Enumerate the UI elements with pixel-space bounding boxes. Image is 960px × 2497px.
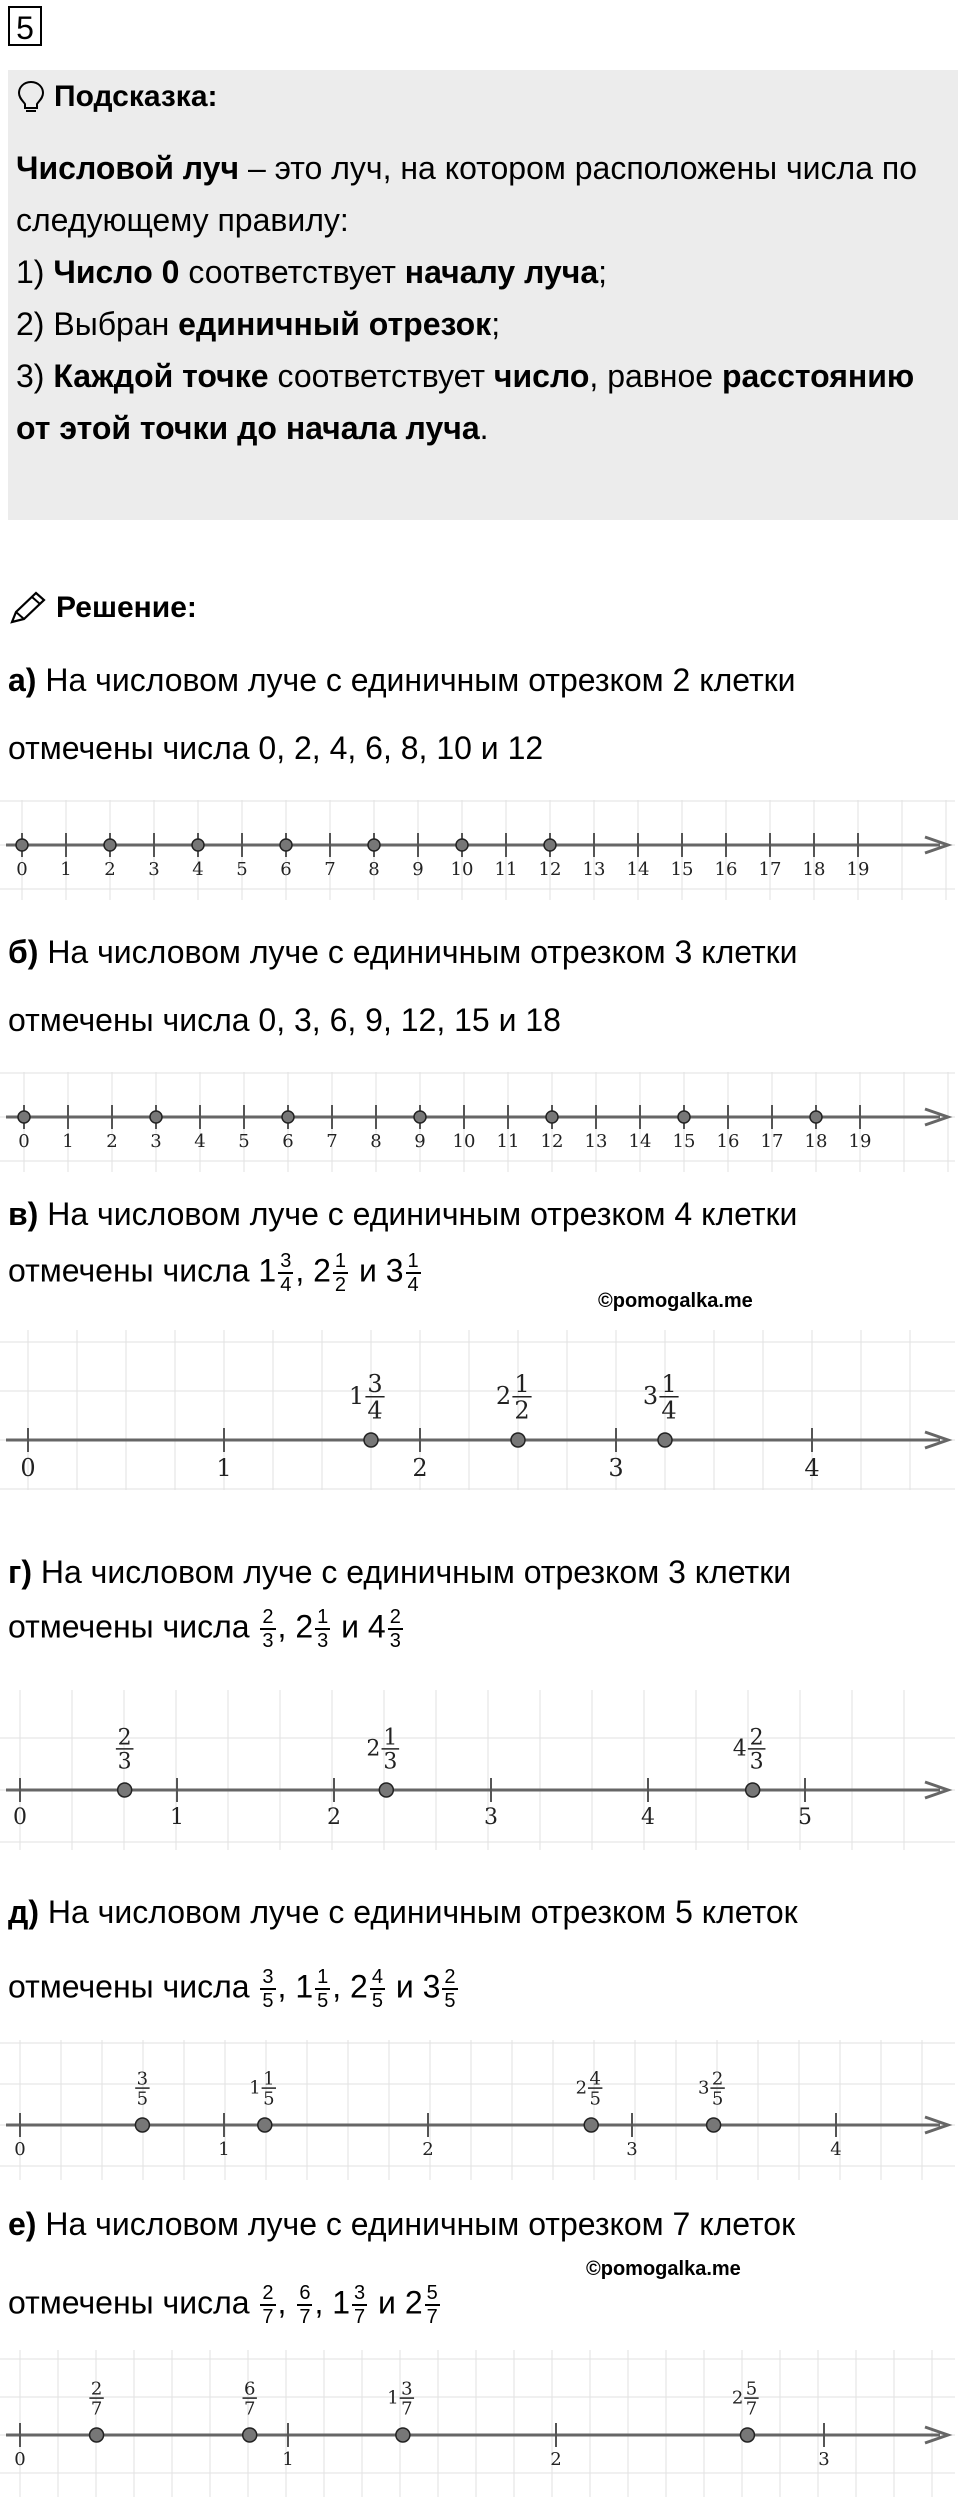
point-numerator: 1 — [263, 2068, 275, 2090]
tick-label: 2 — [412, 1454, 428, 1482]
point — [118, 1783, 132, 1797]
part-e-line-2: отмечены числа $\frac{2}{7}$ , $\frac{6}{7}$ , 1 $\frac{3}{7}$ и 2 $\frac{5}{7}$ — [8, 2282, 438, 2328]
point-label — [387, 2379, 414, 2420]
point-whole: 1 — [249, 2077, 261, 2099]
grid — [0, 800, 955, 900]
solution-title — [8, 590, 197, 626]
tick-label: 14 — [628, 1131, 652, 1152]
point-numerator: 5 — [745, 2378, 758, 2400]
point — [546, 1111, 558, 1123]
point-denominator: 4 — [661, 1396, 677, 1425]
point-numerator: 2 — [711, 2068, 724, 2090]
point — [364, 1433, 378, 1447]
tick-label: 4 — [804, 1454, 820, 1482]
point-label — [366, 1726, 399, 1775]
point-numerator: 2 — [90, 2378, 103, 2400]
grid — [0, 2350, 955, 2497]
number-ray-e — [0, 2350, 960, 2497]
tick-label: 0 — [14, 2139, 26, 2160]
tick-label: 0 — [14, 2449, 26, 2470]
point-denominator: 5 — [589, 2088, 601, 2110]
tick-label: 9 — [412, 859, 424, 880]
point — [258, 2118, 272, 2132]
point — [584, 2118, 598, 2132]
point-numerator: 6 — [243, 2378, 256, 2400]
point-numerator: 2 — [117, 1725, 132, 1751]
part-v-line-2: отмечены числа 1 $\frac{3}{4}$ , 2 $\frac{1}{2}$ и 3 $\frac{1}{4}$ — [8, 1250, 419, 1296]
point-denominator: 5 — [711, 2088, 724, 2110]
point — [280, 839, 292, 851]
hint-rule-1: 1) Число 0 соответствует началу луча; — [16, 254, 608, 290]
tick-label: 4 — [194, 1131, 206, 1152]
point-denominator: 3 — [749, 1749, 764, 1775]
number-ray-g — [0, 1690, 960, 1850]
point-numerator: 1 — [514, 1370, 530, 1398]
point — [707, 2118, 721, 2132]
point-denominator: 5 — [136, 2088, 149, 2110]
tick-label: 1 — [218, 2139, 230, 2160]
tick-label: 0 — [20, 1454, 36, 1482]
watermark: ©pomogalka.me — [598, 1290, 753, 1312]
part-a-line-1: а) На числовом луче с единичным отрезком 2 клетки — [8, 662, 796, 698]
tick-label: 17 — [758, 859, 782, 880]
part-b-line-2: отмечены числа 0, 3, 6, 9, 12, 15 и 18 — [8, 1002, 561, 1038]
task-number: 5 — [8, 6, 42, 46]
point-whole: 2 — [366, 1736, 381, 1762]
number-ray-v — [0, 1330, 960, 1490]
tick-label: 11 — [496, 1131, 520, 1152]
point — [544, 839, 556, 851]
point-denominator: 7 — [243, 2398, 256, 2420]
tick-label: 3 — [484, 1805, 498, 1830]
tick-label: 12 — [538, 859, 562, 880]
tick-label: 5 — [798, 1805, 812, 1830]
tick-label: 3 — [626, 2139, 638, 2160]
hint-line-1: Числовой луч – это луч, на котором расположены числа по — [16, 150, 918, 186]
point-denominator: 7 — [90, 2398, 103, 2420]
point-denominator: 5 — [263, 2088, 275, 2110]
point — [104, 839, 116, 851]
point-numerator: 4 — [589, 2068, 601, 2090]
tick-label: 2 — [106, 1131, 118, 1152]
point-label — [249, 2069, 276, 2110]
point-denominator: 2 — [514, 1396, 530, 1425]
point-denominator: 7 — [745, 2398, 758, 2420]
solution-title-text: Решение: — [56, 591, 197, 624]
tick-label: 18 — [804, 1131, 828, 1152]
point — [456, 839, 468, 851]
point — [678, 1111, 690, 1123]
point — [379, 1783, 393, 1797]
tick-label: 5 — [236, 859, 248, 880]
tick-label: 7 — [324, 859, 336, 880]
number-ray-d — [0, 2040, 960, 2180]
point — [746, 1783, 760, 1797]
tick-label: 4 — [641, 1805, 655, 1830]
tick-label: 16 — [716, 1131, 740, 1152]
point — [192, 839, 204, 851]
tick-label: 1 — [282, 2449, 294, 2470]
lightbulb-icon — [16, 80, 46, 114]
hint-rule-2: 2) Выбран единичный отрезок; — [16, 306, 501, 342]
tick-label: 2 — [104, 859, 116, 880]
tick-label: 19 — [846, 859, 870, 880]
hint-rule-3: 3) Каждой точке соответствует число, равное расстоянию — [16, 358, 915, 394]
point-whole: 2 — [731, 2387, 744, 2409]
tick-label: 15 — [670, 859, 694, 880]
tick-label: 7 — [326, 1131, 338, 1152]
tick-label: 1 — [216, 1454, 232, 1482]
tick-label: 2 — [327, 1805, 341, 1830]
tick-label: 11 — [494, 859, 518, 880]
tick-label: 9 — [414, 1131, 426, 1152]
point — [810, 1111, 822, 1123]
tick-label: 2 — [422, 2139, 434, 2160]
point-label — [496, 1370, 532, 1424]
point-whole: 1 — [387, 2387, 399, 2409]
watermark-2: ©pomogalka.me — [586, 2258, 741, 2280]
tick-label: 8 — [370, 1131, 382, 1152]
point — [282, 1111, 294, 1123]
tick-label: 12 — [540, 1131, 564, 1152]
tick-label: 13 — [584, 1131, 608, 1152]
point — [414, 1111, 426, 1123]
point-label — [243, 2379, 257, 2420]
tick-label: 3 — [150, 1131, 162, 1152]
tick-label: 10 — [452, 1131, 476, 1152]
point-whole: 2 — [495, 1382, 512, 1410]
part-b-line-1: б) На числовом луче с единичным отрезком 3 клетки — [8, 934, 798, 970]
point-denominator: 7 — [401, 2398, 413, 2420]
tick-label: 2 — [550, 2449, 562, 2470]
point-label — [576, 2069, 603, 2110]
tick-label: 4 — [192, 859, 204, 880]
part-d-line-1: д) На числовом луче с единичным отрезком 5 клеток — [8, 1894, 798, 1930]
hint-line-2: следующему правилу: — [16, 202, 349, 238]
number-ray-b — [0, 1072, 960, 1172]
point-numerator: 3 — [136, 2068, 149, 2090]
point-whole: 4 — [732, 1736, 747, 1762]
tick-label: 8 — [368, 859, 380, 880]
tick-label: 10 — [450, 859, 474, 880]
point — [511, 1433, 525, 1447]
point-label — [732, 2379, 759, 2420]
tick-label: 6 — [282, 1131, 294, 1152]
point-numerator: 1 — [383, 1725, 398, 1751]
point — [396, 2428, 410, 2442]
tick-label: 0 — [13, 1805, 27, 1830]
tick-label: 1 — [62, 1131, 74, 1152]
point-denominator: 4 — [367, 1396, 383, 1425]
hint-title — [16, 80, 218, 114]
point — [658, 1433, 672, 1447]
point — [90, 2428, 104, 2442]
point — [243, 2428, 257, 2442]
tick-label: 0 — [16, 859, 28, 880]
point — [368, 839, 380, 851]
tick-label: 17 — [760, 1131, 784, 1152]
point-label — [643, 1370, 679, 1424]
point — [135, 2118, 149, 2132]
tick-label: 6 — [280, 859, 292, 880]
part-g-line-2: отмечены числа $\frac{2}{3}$ , 2 $\frac{1}{3}$ и 4 $\frac{2}{3}$ — [8, 1606, 401, 1652]
number-ray-a — [0, 800, 960, 900]
point-whole: 1 — [348, 1382, 365, 1410]
point-label — [698, 2069, 725, 2110]
point-label — [349, 1370, 385, 1424]
part-g-line-1: г) На числовом луче с единичным отрезком 3 клетки — [8, 1554, 792, 1590]
point-denominator: 3 — [117, 1749, 132, 1775]
tick-label: 3 — [818, 2449, 830, 2470]
tick-label: 1 — [60, 859, 72, 880]
tick-label: 4 — [830, 2139, 842, 2160]
point — [740, 2428, 754, 2442]
tick-label: 3 — [148, 859, 160, 880]
point-numerator: 3 — [401, 2378, 413, 2400]
point-denominator: 3 — [383, 1749, 398, 1775]
tick-label: 0 — [18, 1131, 30, 1152]
point-numerator: 2 — [749, 1725, 764, 1751]
point-numerator: 1 — [661, 1370, 677, 1398]
point-whole: 3 — [698, 2077, 710, 2099]
pencil-icon — [8, 590, 48, 626]
hint-rule-3-cont: от этой точки до начала луча. — [16, 410, 489, 446]
tick-label: 18 — [802, 859, 826, 880]
point-label — [89, 2379, 103, 2420]
point-label — [116, 1726, 134, 1775]
point-numerator: 3 — [367, 1370, 383, 1398]
tick-label: 5 — [238, 1131, 250, 1152]
part-e-line-1: е) На числовом луче с единичным отрезком 7 клеток — [8, 2206, 796, 2242]
point-label — [733, 1726, 766, 1775]
point-whole: 2 — [575, 2077, 588, 2099]
grid — [0, 2040, 955, 2180]
point — [150, 1111, 162, 1123]
tick-label: 16 — [714, 859, 738, 880]
point — [16, 839, 28, 851]
point-whole: 3 — [642, 1382, 659, 1410]
part-a-line-2: отмечены числа 0, 2, 4, 6, 8, 10 и 12 — [8, 730, 544, 766]
tick-label: 19 — [848, 1131, 872, 1152]
part-d-line-2: отмечены числа $\frac{3}{5}$ , 1 $\frac{1}{5}$ , 2 $\frac{4}{5}$ и 3 $\frac{2}{5}$ — [8, 1966, 456, 2012]
point — [18, 1111, 30, 1123]
point-label — [135, 2069, 149, 2110]
tick-label: 1 — [170, 1805, 184, 1830]
hint-title-text: Подсказка: — [54, 80, 218, 113]
part-v-line-1: в) На числовом луче с единичным отрезком 4 клетки — [8, 1196, 798, 1232]
tick-label: 15 — [672, 1131, 696, 1152]
tick-label: 13 — [582, 859, 606, 880]
tick-label: 14 — [626, 859, 650, 880]
tick-label: 3 — [608, 1454, 624, 1482]
